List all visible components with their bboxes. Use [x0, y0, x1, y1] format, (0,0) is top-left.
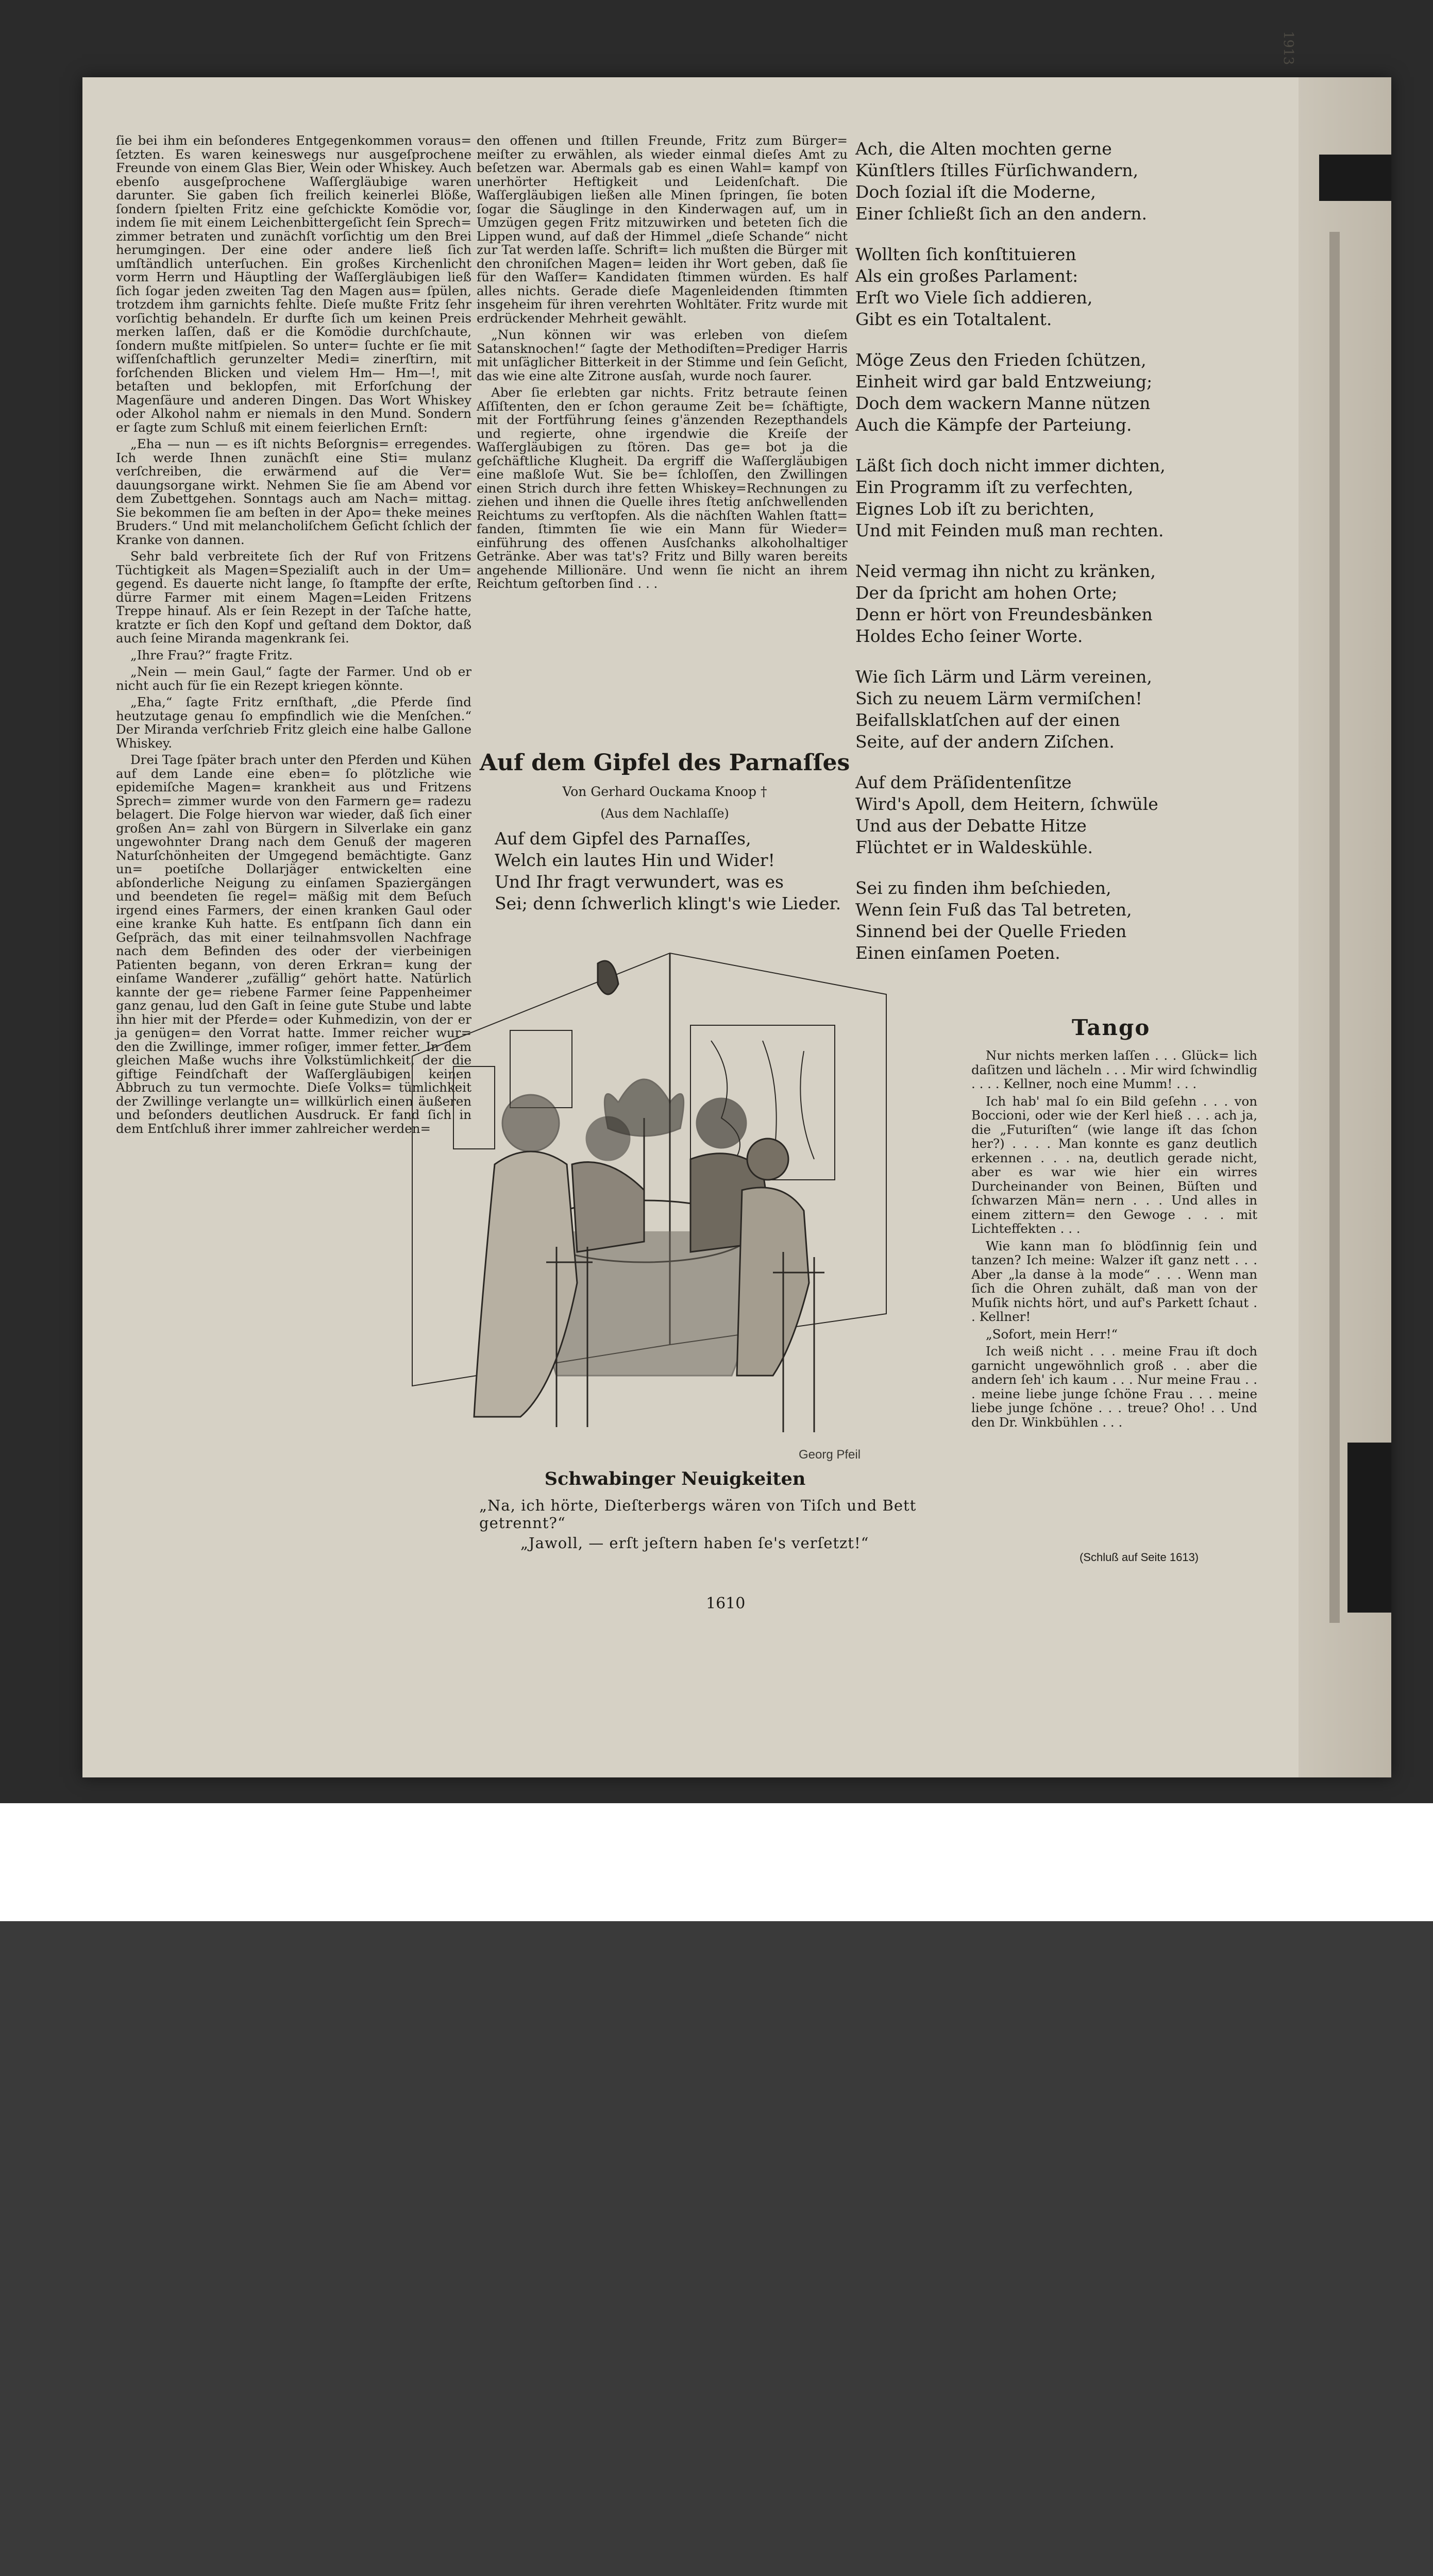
poem-author: Von Gerhard Ouckama Knoop † [562, 784, 767, 799]
illustration-caption-line: „Jawoll, — erſt jeſtern haben ſe's verſetzt!“ [520, 1534, 869, 1552]
illustration-artist: Georg Pfeil [799, 1448, 861, 1462]
tango-title: Tango [1072, 1015, 1151, 1040]
stanza: Wie ſich Lärm und Lärm vereinen, Sich zu neuem Lärm vermiſchen! Beifallsklatſchen auf der einen Seite, auf der andern Ziſchen. [855, 667, 1152, 752]
poem-line: Welch ein lautes Hin und Wider! [495, 850, 775, 870]
cafe-scene-illustration [402, 922, 897, 1453]
illustration-caption-line: „Na, ich hörte, Dieſterbergs wären von Tiſch und Bett getrennt?“ [479, 1497, 917, 1532]
adjacent-page-graphic [1347, 1443, 1391, 1613]
stanza: Möge Zeus den Frieden ſchützen, Einheit wird gar bald Entzweiung; Doch dem wackern Manne nützen Auch die Kämpfe der Parteiung. [855, 350, 1153, 435]
paragraph: Ich weiß nicht . . . meine Frau iſt doch garnicht ungewöhnlich groß . . aber die andern ſeh' ich kaum . . . Nur meine Frau . . . meine liebe junge ſchöne Frau . . . meine liebe junge ſchöne . . . treue? Oho! . . Und den Dr. Winkbühlen . . . [971, 1344, 1257, 1430]
poem-line: Auf dem Gipfel des Parnaſſes, [495, 828, 751, 849]
stanza: Ach, die Alten mochten gerne Künſtlers ſtilles Fürſichwandern, Doch ſozial iſt die Moderne, Einer ſchließt ſich an den andern. [855, 139, 1147, 224]
page-number: 1610 [706, 1595, 746, 1613]
paragraph: „Nun können wir was erleben von dieſem Satansknochen!“ ſagte der Methodiſten=Prediger Harris mit unſäglicher Bitterkeit in der Stimme und ſein Geſicht, das wie eine alte Zitrone ausſah, wurde noch ſaurer. [477, 327, 848, 383]
poem-continuation-column [855, 138, 1226, 983]
stanza: Neid vermag ihn nicht zu kränken, Der da ſpricht am hohen Orte; Denn er hört von Freundesbänken Holdes Echo ſeiner Worte. [855, 561, 1156, 646]
paragraph: „Ihre Frau?“ fragte Fritz. [130, 647, 293, 663]
margin-year-mark: 1913 [1280, 31, 1296, 65]
poem-line: Sei; denn ſchwerlich klingt's wie Lieder. [495, 893, 841, 913]
poem-title: Auf dem Gipfel des Parnaſſes [479, 750, 850, 776]
paragraph: Drei Tage ſpäter brach unter den Pferden und Kühen auf dem Lande eine eben= ſo plötzliche wie epidemiſche Magen= krankheit aus und Fritzens Sprech= zimmer wurde von den Farmern ge= radezu belagert. Die Folge hiervon war wieder, daß ſich einer großen An= zahl von Bürgern in Silverlake ein ganz ungewohnter Drang nach dem Genuß der mageren Naturſchönheiten der Umgegend bemächtigte. Ganz un= poetiſche Dollarjäger entwickelten eine abſonderliche Neigung zu einſamen Spaziergängen und beendeten ſie regel= mäßig mit dem Beſuch irgend eines Farmers, der einen kranken Gaul oder eine kranke Kuh hatte. Es entſpann ſich dann ein Geſpräch, das mit einer teilnahmsvollen Nachfrage nach dem Befinden des oder der vierbeinigen Patienten begann, von deren Erkran= kung der einſame Wanderer „zufällig“ gehört hatte. Natürlich kannte der ge= riebene Farmer ſeine Pappenheimer ganz genau, lud den Gaſt in ſeine gute Stube und labte ihn hier mit der Pferde= oder Kuhmedizin, von der er ja genügen= den Vorrat hatte. Immer reicher wur= den die Zwillinge, immer roſiger, immer fetter. In dem gleichen Maße wuchs ihre Volkstümlichkeit, der die giftige Feindſchaft der Waſſergläubigen keinen Abbruch zu tun vermochte. Dieſe Volks= tümlichkeit der Zwillinge verlangte un= willkürlich einen äußeren und beſonders deutlichen Ausdruck. Er fand ſich in dem Entſchluß ihrer immer zahlreicher werden= [116, 752, 471, 1136]
tango-column [971, 1048, 1257, 1432]
stanza: Läßt ſich doch nicht immer dichten, Ein Programm iſt zu verfechten, Eignes Lob iſt zu berichten, Und mit Feinden muß man rechten. [855, 455, 1166, 540]
paragraph: Sehr bald verbreitete ſich der Ruf von Fritzens Tüchtigkeit als Magen=Spezialiſt auch in der Um= gegend. Es dauerte nicht lange, ſo ſtampfte der erſte, dürre Farmer mit einem Magen=Leiden Fritzens Treppe hinauf. Als er ſein Rezept in der Taſche hatte, kratzte er ſich den Kopf und geſtand dem Doktor, daß auch ſeine Miranda magenkrank ſei. [116, 549, 471, 646]
paragraph: „Eha — nun — es iſt nichts Beſorgnis= erregendes. Ich werde Ihnen zunächſt eine Sti= mulanz verſchreiben, die erwärmend auf die Ver= dauungsorgane wirkt. Nehmen Sie ſie am Abend vor dem Zubettgehen. Sonntags auch am Nach= mittag. Sie bekommen ſie am beſten in der Apo= theke meines Bruders.“ Und mit melancholiſchem Geſicht ſchlich der Kranke von dannen. [116, 436, 471, 547]
stanza: Wollten ſich konſtituieren Als ein großes Parlament: Erſt wo Viele ſich addieren, Gibt es ein Totaltalent. [855, 244, 1093, 329]
stanza: Auf dem Präſidentenſitze Wird's Apoll, dem Heitern, ſchwüle Und aus der Debatte Hitze Flüchtet er in Waldeskühle. [855, 772, 1158, 857]
poem-note: (Aus dem Nachlaſſe) [600, 806, 729, 821]
paragraph: Nur nichts merken laſſen . . . Glück= lich daſitzen und lächeln . . . Mir wird ſchwindlig . . . . Kellner, noch eine Mumm! . . . [971, 1048, 1257, 1091]
paragraph: „Nein — mein Gaul,“ ſagte der Farmer. Und ob er nicht auch für ſie ein Rezept kriegen könnte. [116, 664, 471, 693]
continuation-note: (Schluß auf Seite 1613) [1080, 1551, 1199, 1564]
paragraph: Aber ſie erlebten gar nichts. Fritz betraute ſeinen Aſſiſtenten, den er ſchon geraume Zeit be= ſchäftigte, mit der Fortführung ſeines g'änzenden Rezepthandels und regierte, ohne irgendwie die Kreiſe der Waſſergläubigen zu ſtören. Das ge= bot ja die geſchäftliche Klugheit. Da ergriff die Waſſergläubigen eine maßloſe Wut. Sie be= ſchloſſen, den Zwillingen einen Strich durch ihre fetten Whiskey=Rechnungen zu ziehen und ihnen die Quelle ihres ſtetig anſchwellenden Reichtums zu verſtopfen. Als die nächſten Wahlen ſtatt= fanden, ſtimmten ſie wie ein Mann für Wieder= einführung des offenen Ausſchanks alkoholhaltiger Getränke. Aber was tat's? Fritz und Billy waren bereits angehende Millionäre. Und wenn ſie nicht an ihrem Reichtum geſtorben ſind . . . [477, 385, 848, 591]
poem-line: Und Ihr fragt verwundert, was es [495, 872, 784, 892]
paragraph: ſie bei ihm ein beſonderes Entgegenkommen voraus= ſetzten. Es waren keineswegs nur ausgeſprochene Freunde von einem Glas Bier, Wein oder Whiskey. Auch ebenſo ausgeſprochene Waſſergläubige waren darunter. Sie gaben ſich freilich keinerlei Blöße, ſondern ſpielten Fritz eine geſchickte Komödie vor, indem ſie mit einem Leichenbittergeſicht ſein Sprech= zimmer betraten und zunächſt vorſichtig um den Brei herumgingen. Der eine oder andere ließ ſich umſtändlich unterſuchen. Ein großes Kirchenlicht vorm Herrn und Häuptling der Waſſergläubigen ließ ſich ſogar jeden zweiten Tag den Magen aus= ſpülen, trotzdem ihm garnichts fehlte. Dieſe mußte Fritz ſehr vorſichtig behandeln. Er durfte ſich um keinen Preis merken laſſen, daß er die Komödie durchſchaute, ſondern mußte mitſpielen. So unter= ſuchte er ſie mit wiſſenſchaftlich gerunzelter Medi= zinerſtirn, mit forſchenden Blicken und vielem Hm— Hm—!, mit betaſten und beklopfen, mit Erforſchung der Magenſäure und anderen Dingen. Das Wort Whiskey oder Alkohol nahm er niemals in den Mund. Sondern er ſagte zum Schluß mit einem feierlichen Ernſt: [116, 133, 471, 435]
paragraph: „Eha,“ ſagte Fritz ernſthaft, „die Pferde ſind heutzutage genau ſo empfindlich wie die Menſchen.“ Der Miranda verſchrieb Fritz gleich eine halbe Gallone Whiskey. [116, 694, 471, 751]
paragraph: Wie kann man ſo blödſinnig ſein und tanzen? Ich meine: Walzer iſt ganz nett . . . Aber „la danse à la mode“ . . . Wenn man ſich die Ohren zuhält, daß man von der Muſik nichts hört, und auf's Parkett ſchaut . . Kellner! [971, 1238, 1257, 1324]
adjacent-page-graphic [1319, 155, 1391, 201]
story-column-2 [477, 134, 848, 594]
stanza: Sei zu finden ihm beſchieden, Wenn ſein Fuß das Tal betreten, Sinnend bei der Quelle Frieden Einen einſamen Poeten. [855, 878, 1132, 963]
adjacent-page-strip [1299, 77, 1391, 1777]
adjacent-page-graphic [1329, 232, 1340, 1623]
paragraph: den offenen und ſtillen Freunde, Fritz zum Bürger= meiſter zu erwählen, als wieder einmal dieſes Amt zu beſetzen war. Abermals gab es einen Wahl= kampf von unerhörter Heftigkeit und Leidenſchaft. Die Waſſergläubigen ließen alle Minen ſpringen, ſie boten ſogar die Säuglinge in den Kinderwagen auf, um in Umzügen gegen Fritz mitzuwirken und beteten ſich die Lippen wund, auf daß der Himmel „dieſe Schande“ nicht zur Tat werden laſſe. Schrift= lich mußten die Bürger mit den chroniſchen Magen= leiden ihr Wort geben, daß ſie für den Waſſer= Kandidaten ſtimmen würden. Es half alles nichts. Gerade dieſe Magenleidenden ſtimmten insgeheim für ihren verehrten Wohltäter. Fritz wurde mit erdrückender Mehrheit gewählt. [477, 133, 848, 326]
poem-stanza [495, 828, 845, 914]
illustration-caption-title: Schwabinger Neuigkeiten [544, 1468, 806, 1489]
paragraph: „Sofort, mein Herr!“ [986, 1326, 1118, 1342]
viewer-footer [0, 1803, 1433, 1921]
paragraph: Ich hab' mal ſo ein Bild geſehn . . . von Boccioni, oder wie der Kerl hieß . . . ach ja, die „Futuriſten“ (wie lange iſt das ſchon her?) . . . . Man konnte es ganz deutlich erkennen . . . na, deutlich gerade nicht, aber es war wie hier ein wirres Durcheinander von Beinen, Büſten und ſchwarzen Män= nern . . . Und alles in einem zittern= den Gewoge . . . mit Lichteffekten . . . [971, 1093, 1257, 1236]
